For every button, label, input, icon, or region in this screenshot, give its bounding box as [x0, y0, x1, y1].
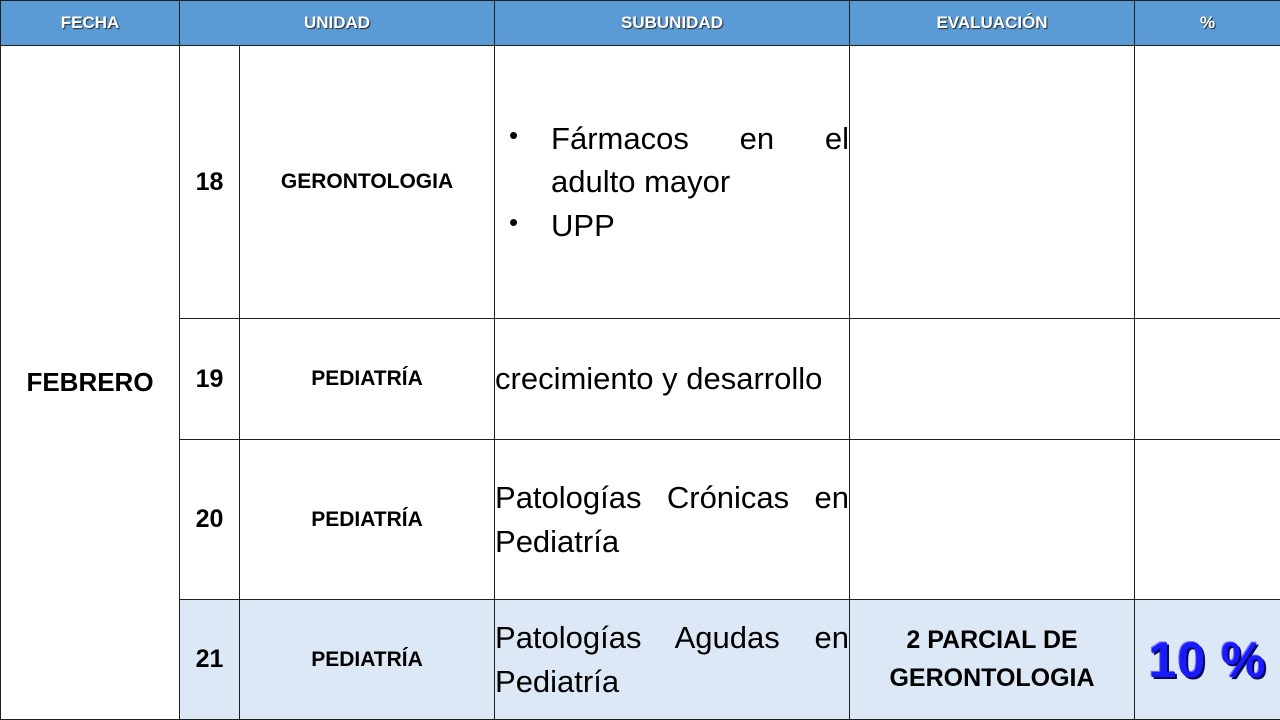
header-evaluacion: EVALUACIÓN	[850, 1, 1135, 46]
evaluacion-cell: 2 PARCIAL DE GERONTOLOGIA	[850, 600, 1135, 720]
day-cell: 20	[180, 440, 240, 600]
porcentaje-cell	[1135, 600, 1280, 720]
day-cell: 19	[180, 319, 240, 440]
porcentaje-cell	[1135, 46, 1280, 319]
porcentaje-cell	[1135, 440, 1280, 600]
subunidad-text: crecimiento y desarrollo	[495, 361, 823, 397]
header-porcentaje: %	[1135, 1, 1280, 46]
header-fecha: FECHA	[1, 1, 180, 46]
table-row	[1, 600, 1280, 720]
header-unidad: UNIDAD	[180, 1, 495, 46]
subunidad-cell	[495, 440, 850, 600]
bullet-icon: •	[509, 206, 519, 237]
header-row	[1, 1, 1280, 46]
unidad-cell: PEDIATRÍA	[240, 440, 495, 600]
table-row	[1, 46, 1280, 319]
table-row	[1, 440, 1280, 600]
subunidad-list	[495, 117, 849, 247]
evaluacion-cell	[850, 46, 1135, 319]
table-row	[1, 319, 1280, 440]
list-item	[495, 117, 849, 204]
evaluacion-cell	[850, 319, 1135, 440]
unidad-cell: PEDIATRÍA	[240, 600, 495, 720]
subunidad-text: Patologías Agudas en Pediatría	[495, 620, 850, 699]
subunidad-item-text: Fármacos en el adulto mayor	[551, 120, 850, 200]
evaluacion-cell	[850, 440, 1135, 600]
day-cell: 21	[180, 600, 240, 720]
unidad-cell: GERONTOLOGIA	[240, 46, 495, 319]
header-subunidad: SUBUNIDAD	[495, 1, 850, 46]
month-cell: FEBRERO	[1, 46, 180, 720]
subunidad-cell	[495, 319, 850, 440]
subunidad-item-text: UPP	[551, 207, 615, 243]
porcentaje-cell	[1135, 319, 1280, 440]
subunidad-cell	[495, 600, 850, 720]
day-cell: 18	[180, 46, 240, 319]
unidad-cell: PEDIATRÍA	[240, 319, 495, 440]
percentage-value: 10 %	[1148, 631, 1267, 688]
subunidad-text: Patologías Crónicas en Pediatría	[495, 480, 850, 559]
subunidad-cell	[495, 46, 850, 319]
bullet-icon: •	[509, 119, 519, 150]
list-item	[495, 204, 849, 247]
